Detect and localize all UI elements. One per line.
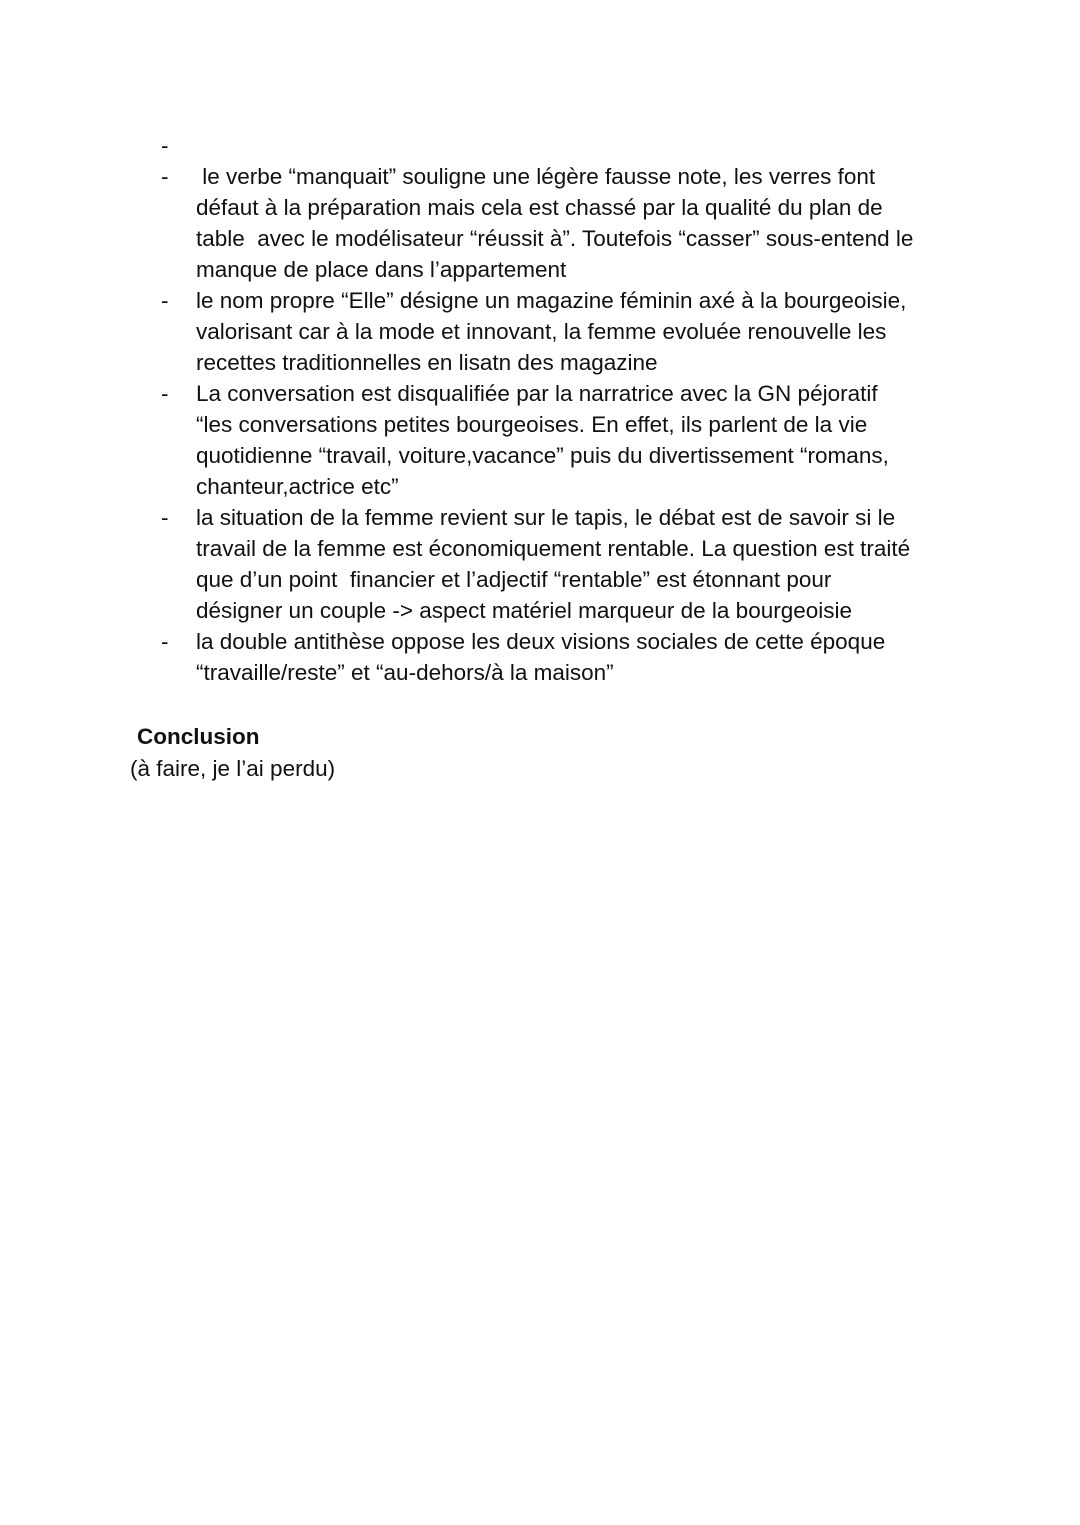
list-item-line: “les conversations petites bourgeoises. En effet, ils parlent de la vie	[196, 412, 868, 437]
list-item-line: manque de place dans l’appartement	[196, 257, 567, 282]
list-item-line: défaut à la préparation mais cela est chassé par la qualité du plan de	[196, 195, 883, 220]
bullet-dash: -	[161, 133, 169, 158]
list-item	[0, 378, 1080, 502]
list-item-line: quotidienne “travail, voiture,vacance” puis du divertissement “romans,	[196, 443, 889, 468]
bullet-dash: -	[161, 288, 169, 313]
bullet-dash: -	[161, 505, 169, 530]
list-item-line: “travaille/reste” et “au-dehors/à la maison”	[196, 660, 614, 685]
bullet-dash: -	[161, 164, 169, 189]
conclusion-heading: Conclusion	[137, 724, 260, 749]
list-item-line: chanteur,actrice etc”	[196, 474, 399, 499]
list-item	[0, 502, 1080, 626]
list-item	[0, 130, 1080, 161]
list-item-line: recettes traditionnelles en lisatn des magazine	[196, 350, 658, 375]
list-item-line: la situation de la femme revient sur le tapis, le débat est de savoir si le	[196, 505, 896, 530]
list-item-line: le nom propre “Elle” désigne un magazine féminin axé à la bourgeoisie,	[196, 288, 907, 313]
list-item-line: désigner un couple -> aspect matériel marqueur de la bourgeoisie	[196, 598, 853, 623]
list-item-line: table avec le modélisateur “réussit à”. Toutefois “casser” sous-entend le	[196, 226, 914, 251]
list-item	[0, 626, 1080, 688]
list-item-line: que d’un point financier et l’adjectif “rentable” est étonnant pour	[196, 567, 832, 592]
list-item-line: le verbe “manquait” souligne une légère fausse note, les verres font	[196, 164, 876, 189]
list-item	[0, 285, 1080, 378]
list-item-line: valorisant car à la mode et innovant, la femme evoluée renouvelle les	[196, 319, 887, 344]
list-item	[0, 161, 1080, 285]
bullet-list	[0, 130, 1080, 688]
conclusion-text: (à faire, je l’ai perdu)	[130, 756, 336, 781]
list-item-line: la double antithèse oppose les deux visions sociales de cette époque	[196, 629, 886, 654]
bullet-dash: -	[161, 629, 169, 654]
bullet-dash: -	[161, 381, 169, 406]
list-item-line: travail de la femme est économiquement rentable. La question est traité	[196, 536, 911, 561]
list-item-line: La conversation est disqualifiée par la narratrice avec la GN péjoratif	[196, 381, 878, 406]
